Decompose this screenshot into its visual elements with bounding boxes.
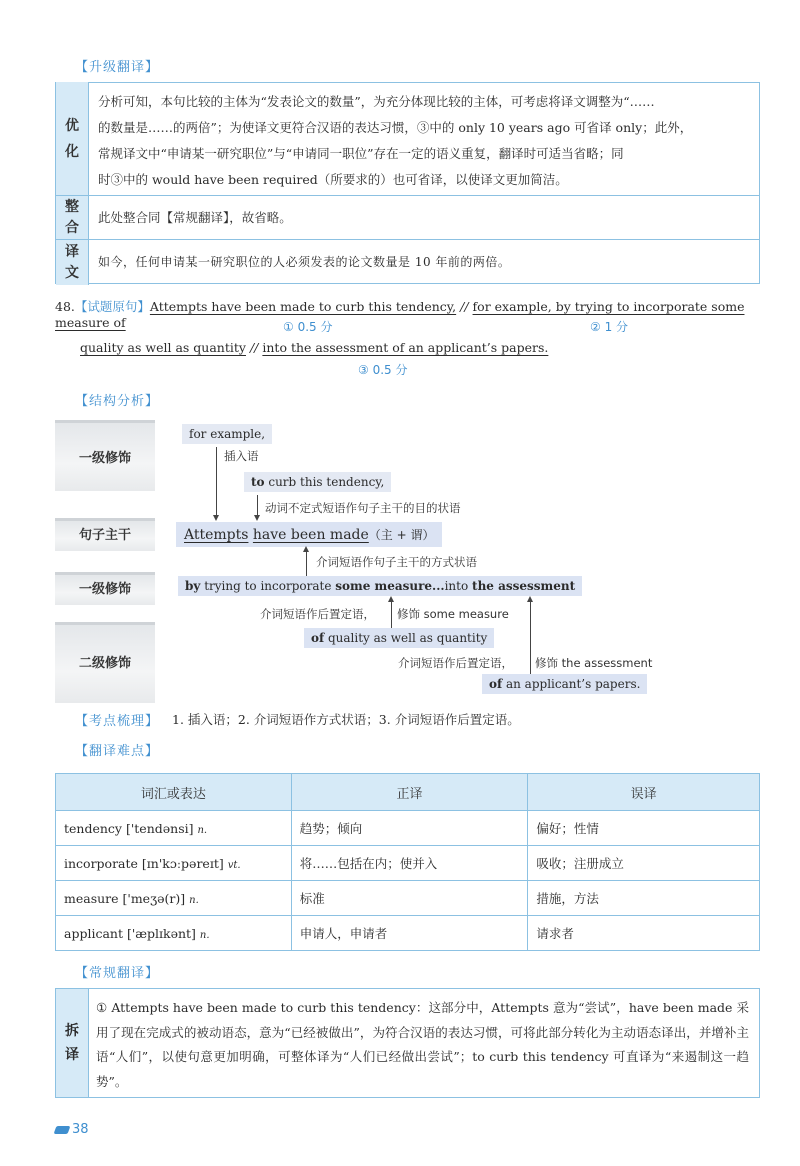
note-attr1: 介词短语作后置定语， [260,607,375,621]
upgrade-header: 【升级翻译】 [75,60,160,75]
page-number-text: 38 [72,1122,89,1137]
table-row [56,811,760,846]
question-part-1: Attempts have been made to curb this tendency, [149,299,457,314]
by-measure: some measure... [335,579,445,593]
score-1: ① 0.5 分 [283,320,333,334]
part-of-speech: n. [199,929,210,941]
separator: // [460,299,469,314]
question-part-2: for example, by trying to incorporate some measure of [55,299,745,330]
note-attr2: 介词短语作后置定语， [398,656,513,670]
note-parenthesis: 插入语 [224,449,259,463]
by-mid: trying to incorporate [200,579,336,593]
part-of-speech: vt. [227,859,241,871]
split-text: ① Attempts have been made to curb this tendency：这部分中，Attempts 意为“尝试”，have been made 采用了现在完成式的被动语态，意为“已经被做出”，为符合汉语的表达习惯，可将此部分转化为主动语态译出，并增补主语“人们”，以使句意更加明确，可整体译为“人们已经做出尝试”；to curb this tendency 可直译为“来遏制这一趋势”。 [96,1000,749,1089]
optimize-line: 常规译文中“申请某一研究职位”与“申请同一职位”存在一定的语义重复，翻译时可适当省略；同 [98,146,624,161]
column-header: 词汇或表达 [56,774,292,811]
question-number: 48. [55,299,75,314]
by-phrase-box [178,576,582,596]
word: tendency ['tendənsi] [64,820,194,836]
for-example-box: for example, [182,424,272,444]
table-header-row [56,774,760,811]
question-part-2-cont: quality as well as quantity [80,340,246,355]
upgrade-table [55,82,760,284]
arrow-attr1 [391,602,392,628]
column-header: 正译 [291,774,528,811]
of-applicant-text: an applicant’s papers. [502,677,641,691]
points-text: 1. 插入语；2. 介词短语作方式状语；3. 介词短语作后置定语。 [172,712,520,727]
arrow-purpose [257,495,258,515]
table-row [56,846,760,881]
to-bold: to [251,475,265,489]
question-line-1 [55,297,765,330]
word-cell [56,811,292,846]
part-of-speech: n. [197,824,208,836]
integrate-text: 此处整合同【常规翻译】，故省略。 [98,210,292,225]
by-assessment: the assessment [472,579,576,593]
by-bold: by [185,579,201,593]
word-cell [56,916,292,951]
arrow-manner [306,552,307,576]
wrong-cell: 措施，方法 [528,881,760,916]
word: measure ['meʒə(r)] [64,890,186,906]
main-subject: Attempts [184,527,249,543]
of2-bold: of [489,677,503,691]
question-tag: 【试题原句】 [74,299,150,314]
wrong-cell: 偏好；性情 [528,811,760,846]
by-into: into [444,579,473,593]
correct-cell: 标准 [291,881,528,916]
table-row [56,881,760,916]
word-cell [56,846,292,881]
column-header: 误译 [528,774,760,811]
arrow-parenthesis [216,447,217,515]
main-note: （主 + 谓） [368,528,435,542]
score-3: ③ 0.5 分 [358,363,408,377]
integrate-label: 整 合 [56,196,89,240]
correct-cell: 趋势；倾向 [291,811,528,846]
word: applicant ['æplɪkənt] [64,925,196,941]
question-part-3: into the assessment of an applicant’s papers. [262,340,549,355]
optimize-text [98,89,747,193]
main-predicate: have been made [252,527,369,543]
table-row [56,916,760,951]
wrong-cell: 吸收；注册成立 [528,846,760,881]
of-quality-box [304,628,494,648]
arrow-attr2 [530,602,531,674]
word-cell [56,881,292,916]
level-first-modifier: 一级修饰 [55,572,155,605]
level-second-modifier: 二级修饰 [55,622,155,703]
note-mod2: 修饰 the assessment [535,656,653,670]
of-applicant-box [482,674,647,694]
of-quality-text: quality as well as quantity [324,631,488,645]
correct-cell: 申请人，申请者 [291,916,528,951]
wrong-cell: 请求者 [528,916,760,951]
page-number [55,1122,89,1137]
to-curb-box [244,472,391,492]
separator: // [249,340,259,355]
part-of-speech: n. [189,894,199,906]
split-label: 拆 译 [56,989,89,1097]
word: incorporate [ɪn'kɔːpəreɪt] [64,855,224,871]
translation-text: 如今，任何申请某一研究职位的人必须发表的论文数量是 10 年前的两倍。 [98,255,511,269]
translation-label: 译 文 [56,240,89,285]
translation-row [56,239,759,285]
question-line-2 [80,340,548,355]
main-clause-box [176,522,442,547]
split-translation-box [55,988,760,1098]
optimize-label: 优 化 [56,82,89,195]
of-bold: of [311,631,325,645]
structure-header: 【结构分析】 [75,394,160,409]
optimize-row [56,82,759,195]
score-2: ② 1 分 [590,320,629,334]
vocab-table [55,773,760,951]
to-curb-text: curb this tendency, [264,475,385,489]
note-manner: 介词短语作句子主干的方式状语 [316,555,477,569]
level-first-modifier: 一级修饰 [55,420,155,491]
optimize-line: 的数量是……的两倍”；为使译文更符合汉语的表达习惯，③中的 only 10 years ago 可省译 only；此外， [98,120,693,135]
correct-cell: 将……包括在内；使并入 [291,846,528,881]
optimize-line: 时③中的 would have been required（所要求的）也可省译，以使译文更加简洁。 [98,172,568,187]
note-mod1: 修饰 some measure [397,607,509,621]
optimize-line: 分析可知，本句比较的主体为“发表论文的数量”，为充分体现比较的主体，可考虑将译文调整为“…… [98,94,655,109]
note-purpose: 动词不定式短语作句子主干的目的状语 [265,501,461,515]
difficulty-header: 【翻译难点】 [75,744,160,759]
integrate-row [56,195,759,240]
level-main: 句子主干 [55,518,155,551]
regular-header: 【常规翻译】 [75,966,160,981]
graduation-cap-icon [54,1126,71,1134]
points-header: 【考点梳理】 [75,714,160,729]
